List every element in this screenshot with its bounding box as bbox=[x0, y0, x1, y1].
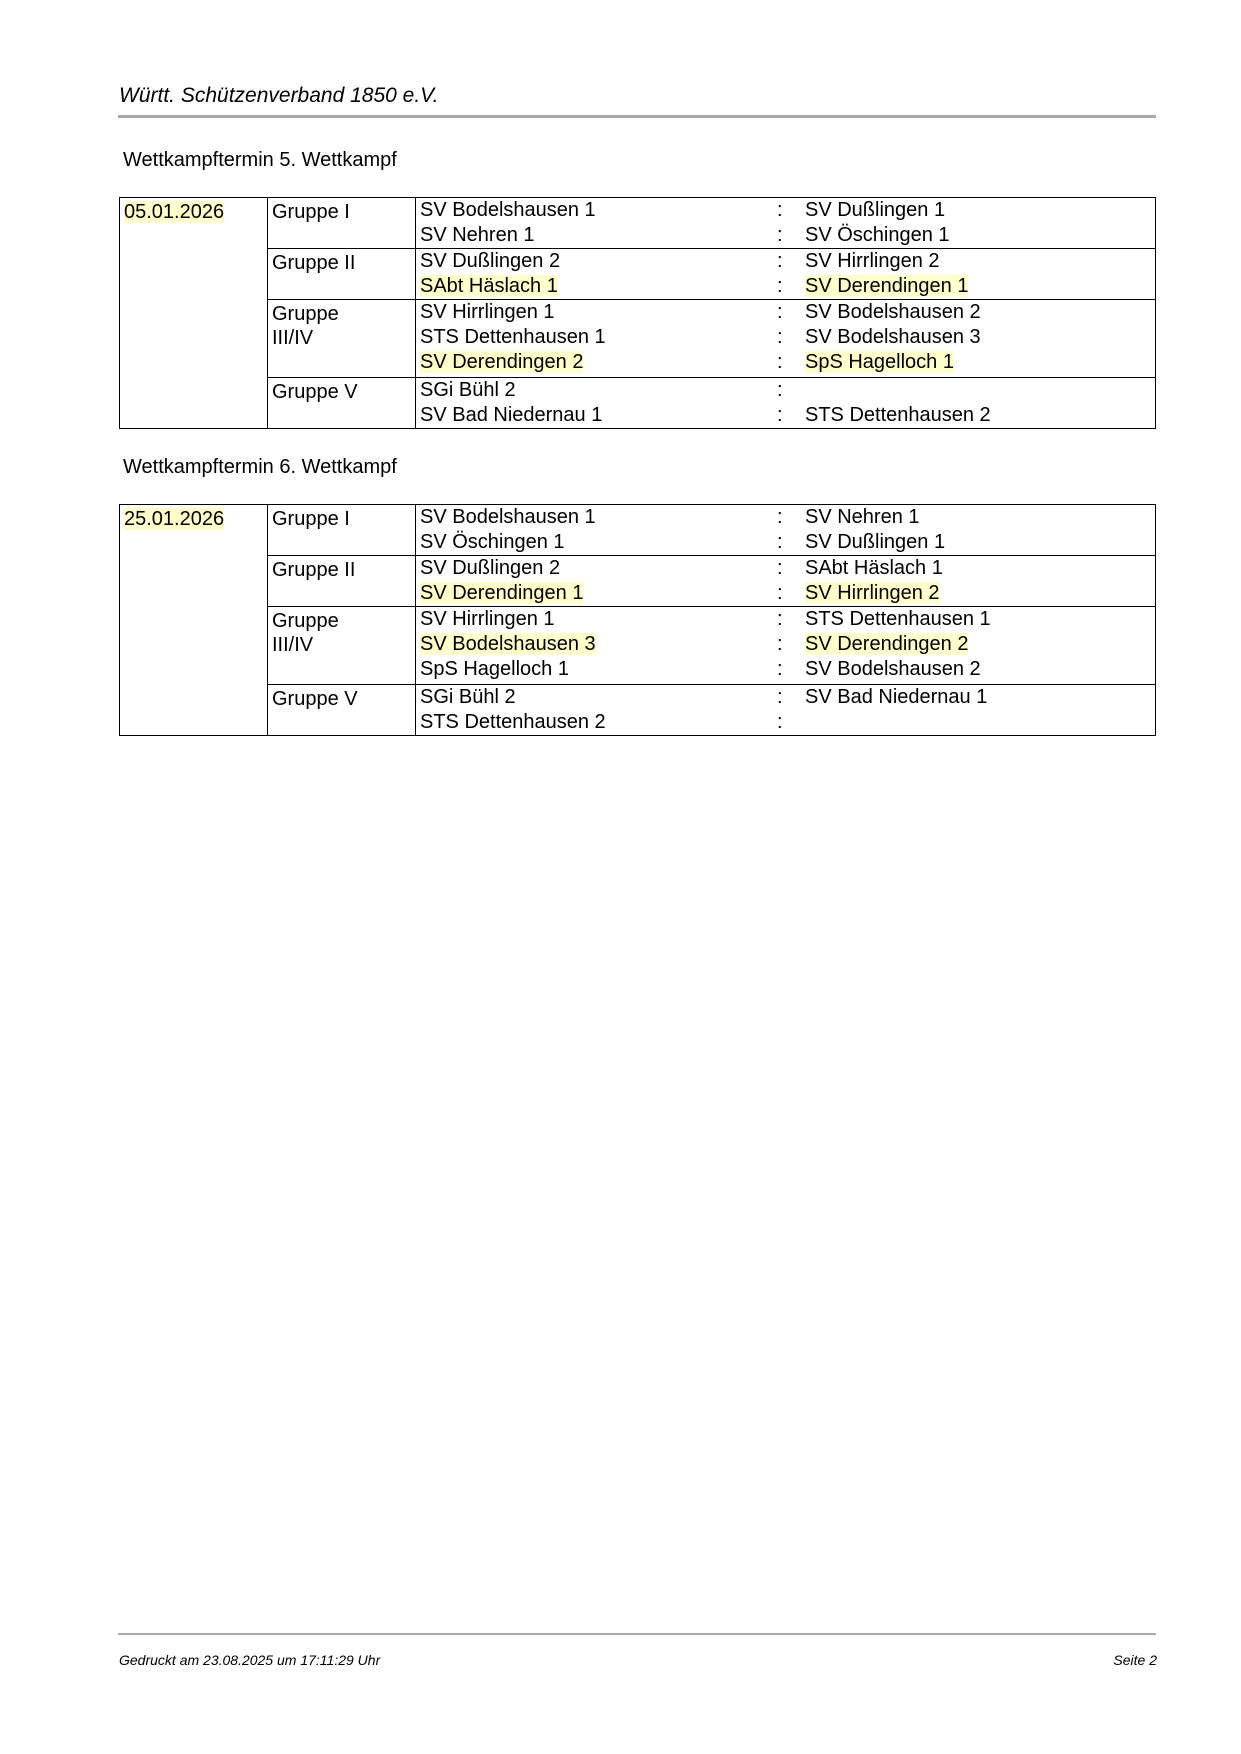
separator: : bbox=[777, 224, 783, 246]
group-cell bbox=[268, 556, 416, 607]
home-team: SV Bad Niedernau 1 bbox=[420, 404, 603, 426]
separator: : bbox=[777, 582, 783, 604]
home-team: SAbt Häslach 1 bbox=[420, 275, 558, 297]
match-pair bbox=[416, 249, 1155, 274]
group-row bbox=[120, 685, 1156, 736]
group-row bbox=[120, 607, 1156, 685]
home-team: SV Dußlingen 2 bbox=[420, 557, 561, 579]
away-team: SV Bad Niedernau 1 bbox=[805, 686, 988, 708]
home-team: SV Derendingen 2 bbox=[420, 351, 584, 373]
away-team: SV Dußlingen 1 bbox=[805, 531, 946, 553]
home-team: SV Bodelshausen 3 bbox=[420, 633, 596, 655]
separator: : bbox=[777, 326, 783, 348]
match-pair bbox=[416, 274, 1155, 299]
match-pair bbox=[416, 350, 1155, 375]
home-team: SV Derendingen 1 bbox=[420, 582, 584, 604]
group-row bbox=[120, 300, 1156, 378]
away-team: SV Nehren 1 bbox=[805, 506, 920, 528]
separator: : bbox=[777, 404, 783, 426]
away-team: SpS Hagelloch 1 bbox=[805, 351, 954, 373]
group-label: Gruppe V bbox=[272, 381, 358, 403]
match-pair bbox=[416, 710, 1155, 735]
home-team: SV Dußlingen 2 bbox=[420, 250, 561, 272]
away-team: SAbt Häslach 1 bbox=[805, 557, 943, 579]
group-cell bbox=[268, 300, 416, 378]
group-label: Gruppe I bbox=[272, 201, 350, 223]
separator: : bbox=[777, 351, 783, 373]
schedule-table-6 bbox=[119, 504, 1156, 736]
group-row bbox=[120, 378, 1156, 429]
pairs-cell bbox=[416, 378, 1156, 429]
away-team: SV Derendingen 1 bbox=[805, 275, 969, 297]
match-pair bbox=[416, 378, 1155, 403]
group-label: Gruppe III/IV bbox=[272, 303, 339, 349]
away-team: STS Dettenhausen 1 bbox=[805, 608, 991, 630]
match-pair bbox=[416, 581, 1155, 606]
group-cell bbox=[268, 378, 416, 429]
match-pair bbox=[416, 632, 1155, 657]
home-team: SGi Bühl 2 bbox=[420, 379, 516, 401]
print-timestamp: Gedruckt am 23.08.2025 um 17:11:29 Uhr bbox=[119, 1652, 381, 1668]
match-pair bbox=[416, 223, 1155, 248]
pairs-cell bbox=[416, 556, 1156, 607]
match-pair bbox=[416, 657, 1155, 682]
separator: : bbox=[777, 250, 783, 272]
footer-divider bbox=[118, 1633, 1156, 1635]
pairs-cell bbox=[416, 198, 1156, 249]
match-pair bbox=[416, 325, 1155, 350]
match-pair bbox=[416, 685, 1155, 710]
match-pair bbox=[416, 505, 1155, 530]
home-team: SpS Hagelloch 1 bbox=[420, 658, 569, 680]
home-team: SV Öschingen 1 bbox=[420, 531, 565, 553]
match-date: 05.01.2026 bbox=[124, 201, 225, 223]
group-cell bbox=[268, 685, 416, 736]
date-cell bbox=[120, 198, 268, 429]
separator: : bbox=[777, 711, 783, 733]
away-team: SV Derendingen 2 bbox=[805, 633, 969, 655]
page-header-title: Württ. Schützenverband 1850 e.V. bbox=[119, 84, 439, 107]
away-team: SV Öschingen 1 bbox=[805, 224, 950, 246]
section-title-6: Wettkampftermin 6. Wettkampf bbox=[123, 456, 397, 478]
group-row bbox=[120, 556, 1156, 607]
pairs-cell bbox=[416, 249, 1156, 300]
separator: : bbox=[777, 275, 783, 297]
group-cell bbox=[268, 198, 416, 249]
away-team: STS Dettenhausen 2 bbox=[805, 404, 991, 426]
separator: : bbox=[777, 557, 783, 579]
header-divider bbox=[118, 115, 1156, 118]
group-label: Gruppe II bbox=[272, 252, 356, 274]
group-cell bbox=[268, 505, 416, 556]
separator: : bbox=[777, 608, 783, 630]
home-team: SV Bodelshausen 1 bbox=[420, 199, 596, 221]
home-team: SGi Bühl 2 bbox=[420, 686, 516, 708]
pairs-cell bbox=[416, 300, 1156, 378]
match-pair bbox=[416, 530, 1155, 555]
match-date: 25.01.2026 bbox=[124, 508, 225, 530]
away-team: SV Dußlingen 1 bbox=[805, 199, 946, 221]
home-team: SV Hirrlingen 1 bbox=[420, 301, 555, 323]
group-cell bbox=[268, 249, 416, 300]
separator: : bbox=[777, 506, 783, 528]
pairs-cell bbox=[416, 505, 1156, 556]
group-row bbox=[120, 505, 1156, 556]
pairs-cell bbox=[416, 685, 1156, 736]
away-team: SV Bodelshausen 2 bbox=[805, 301, 981, 323]
away-team: SV Hirrlingen 2 bbox=[805, 582, 940, 604]
away-team: SV Bodelshausen 3 bbox=[805, 326, 981, 348]
away-team: SV Bodelshausen 2 bbox=[805, 658, 981, 680]
separator: : bbox=[777, 301, 783, 323]
separator: : bbox=[777, 658, 783, 680]
home-team: SV Hirrlingen 1 bbox=[420, 608, 555, 630]
pairs-cell bbox=[416, 607, 1156, 685]
separator: : bbox=[777, 199, 783, 221]
match-pair bbox=[416, 300, 1155, 325]
group-label: Gruppe III/IV bbox=[272, 610, 339, 656]
home-team: SV Bodelshausen 1 bbox=[420, 506, 596, 528]
separator: : bbox=[777, 686, 783, 708]
match-pair bbox=[416, 607, 1155, 632]
group-row bbox=[120, 249, 1156, 300]
group-cell bbox=[268, 607, 416, 685]
match-pair bbox=[416, 403, 1155, 428]
home-team: STS Dettenhausen 1 bbox=[420, 326, 606, 348]
home-team: STS Dettenhausen 2 bbox=[420, 711, 606, 733]
group-label: Gruppe II bbox=[272, 559, 356, 581]
group-row bbox=[120, 198, 1156, 249]
match-pair bbox=[416, 556, 1155, 581]
away-team: SV Hirrlingen 2 bbox=[805, 250, 940, 272]
separator: : bbox=[777, 633, 783, 655]
group-label: Gruppe I bbox=[272, 508, 350, 530]
group-label: Gruppe V bbox=[272, 688, 358, 710]
section-title-5: Wettkampftermin 5. Wettkampf bbox=[123, 149, 397, 171]
separator: : bbox=[777, 531, 783, 553]
match-pair bbox=[416, 198, 1155, 223]
separator: : bbox=[777, 379, 783, 401]
date-cell bbox=[120, 505, 268, 736]
home-team: SV Nehren 1 bbox=[420, 224, 535, 246]
schedule-table-5 bbox=[119, 197, 1156, 429]
page-number: Seite 2 bbox=[1113, 1652, 1157, 1668]
